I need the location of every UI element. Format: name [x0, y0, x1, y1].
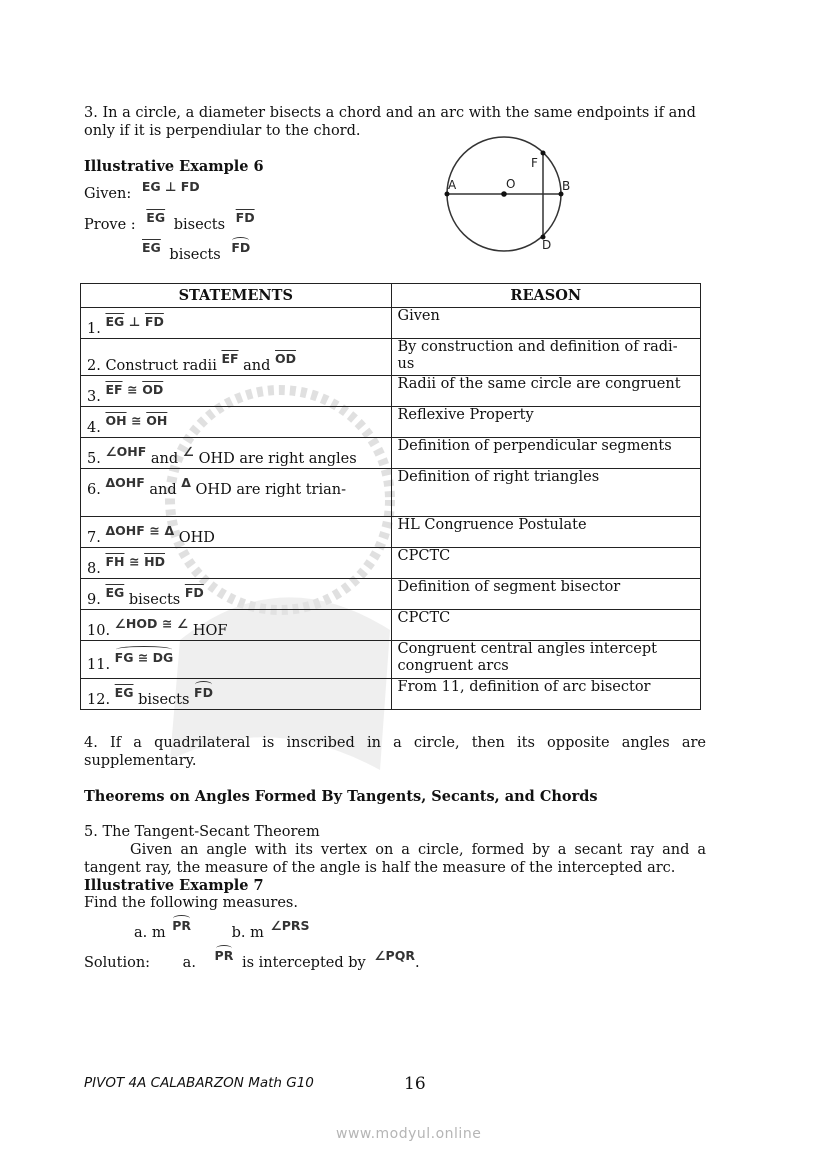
example-7-title: Illustrative Example 7 [84, 877, 264, 894]
stmt-sym: $\overline{OD}$ [142, 382, 164, 397]
stmt-sym: Δ [164, 523, 175, 538]
table-row [81, 308, 701, 339]
example-7-items [134, 918, 310, 941]
prove2-arc: FD [231, 240, 251, 255]
stmt-sym: ≅ [149, 523, 160, 538]
theorem-3-line1: 3. In a circle, a diameter bisects a chord and an arc with the same endpoints if and [84, 105, 696, 121]
prove-label: Prove : [84, 217, 136, 233]
reason-7: HL Congruence Postulate [391, 517, 700, 548]
reason-6: Definition of right triangles [391, 469, 700, 517]
item-a-arc: PR [172, 918, 192, 933]
solution-angle: ∠PQR [374, 948, 415, 963]
reason-5: Definition of perpendicular segments [391, 438, 700, 469]
stmt-sym: $\overline{EF}$ [105, 382, 123, 397]
stmt-sym: $\overline{OD}$ [275, 351, 297, 366]
stmt-sym: $\overline{EG}$ [114, 685, 134, 700]
reason-10: CPCTC [391, 610, 700, 641]
prove1-target: $\overline{FD}$ [235, 210, 255, 225]
stmt-sym: FG ≅ DG [114, 650, 174, 665]
footer-title: PIVOT 4A CALABARZON Math G10 [84, 1075, 314, 1091]
stmt-sym: $\overline{FD}$ [184, 585, 204, 600]
label-o: O [506, 177, 516, 191]
reason-11: Congruent central angles intercept congruent arcs [391, 641, 700, 679]
given-line [84, 179, 200, 202]
stmt-text: and [150, 451, 179, 467]
row-number: 1. [87, 321, 101, 337]
prove2-segment: $\overline{EG}$ [142, 240, 161, 255]
stmt-sym: ∠HOD [114, 616, 158, 631]
statement-11 [81, 641, 392, 679]
item-a-label: a. m [134, 925, 166, 941]
row-number: 10. [87, 623, 111, 639]
statement-2 [81, 339, 392, 376]
stmt-sym: ∠ [177, 616, 189, 631]
section-heading: Theorems on Angles Formed By Tangents, Secants, and Chords [84, 788, 598, 805]
table-row [81, 407, 701, 438]
table-row [81, 438, 701, 469]
stmt-text: HOF [192, 623, 228, 639]
solution-arc: PR [214, 948, 234, 963]
theorem-4-line1: 4. If a quadrilateral is inscribed in a circle, then its opposite angles are [84, 735, 706, 751]
stmt-sym: ΔOHF [105, 475, 145, 490]
stmt-sym: $\overline{EG}$ [105, 585, 125, 600]
statement-1 [81, 308, 392, 339]
point-a [445, 192, 450, 197]
table-row [81, 579, 701, 610]
stmt-sym: $\overline{OH}$ [105, 413, 127, 428]
circle-diagram [440, 130, 580, 260]
solution-period: . [414, 955, 420, 971]
stmt-sym: ∠OHF [105, 444, 147, 459]
table-row [81, 679, 701, 710]
stmt-sym: ≅ [129, 554, 140, 569]
stmt-sym: $\overline{FD}$ [144, 314, 164, 329]
header-reason: REASON [391, 284, 700, 308]
row-number: 8. [87, 561, 101, 577]
solution-text: is intercepted by [241, 955, 366, 971]
stmt-sym: $\overline{OH}$ [146, 413, 168, 428]
stmt-text: bisects [138, 692, 190, 708]
row-number: 4. [87, 420, 101, 436]
site-watermark: www.modyul.online [336, 1126, 482, 1142]
item-b-angle: ∠PRS [270, 918, 310, 933]
example-7-instruction: Find the following measures. [84, 895, 298, 911]
stmt-sym: ≅ [161, 616, 173, 631]
statement-7 [81, 517, 392, 548]
theorem-3 [84, 104, 714, 140]
statement-4 [81, 407, 392, 438]
prove1-verb: bisects [173, 217, 226, 233]
prove2-verb: bisects [169, 247, 221, 263]
stmt-sym: $\overline{EG}$ [105, 314, 125, 329]
solution-a: a. [182, 955, 196, 971]
statement-8 [81, 548, 392, 579]
theorem-5-line2: tangent ray, the measure of the angle is half the measure of the intercepted arc. [84, 860, 676, 876]
stmt-sym: ⊥ [128, 314, 141, 329]
theorem-5-title: 5. The Tangent-Secant Theorem [84, 824, 320, 840]
stmt-sym: $\overline{EF}$ [221, 351, 239, 366]
prove-line-1 [84, 210, 255, 233]
statement-5 [81, 438, 392, 469]
row-number: 11. [87, 657, 111, 673]
label-d: D [542, 238, 552, 252]
reason-3: Radii of the same circle are congruent [391, 376, 700, 407]
statement-12 [81, 679, 392, 710]
statement-10 [81, 610, 392, 641]
stmt-sym: ≅ [131, 413, 142, 428]
theorem-4-line2: supplementary. [84, 753, 197, 769]
theorem-5-line1: Given an angle with its vertex on a circle, formed by a secant ray and a [130, 842, 706, 858]
theorem-3-line2: only if it is perpendiular to the chord. [84, 123, 361, 139]
table-row [81, 517, 701, 548]
stmt-text: OHD are right angles [198, 451, 357, 467]
table-row [81, 339, 701, 376]
table-header-row [81, 284, 701, 308]
statement-9 [81, 579, 392, 610]
solution-line [84, 948, 420, 971]
row-number: 12. [87, 692, 111, 708]
row-number: 6. [87, 482, 101, 498]
label-a: A [448, 178, 457, 192]
stmt-sym: ≅ [127, 382, 138, 397]
solution-label: Solution: [84, 955, 151, 971]
stmt-sym: $\overline{HD}$ [144, 554, 166, 569]
statement-6 [81, 469, 392, 517]
table-row [81, 376, 701, 407]
reason-2: By construction and definition of radi-us [391, 339, 700, 376]
table-row [81, 610, 701, 641]
row-number: 9. [87, 592, 101, 608]
stmt-text: and [243, 358, 271, 374]
point-o [501, 191, 507, 197]
stmt-text: OHD are right trian- [195, 482, 346, 498]
reason-12: From 11, definition of arc bisector [391, 679, 700, 710]
reason-8: CPCTC [391, 548, 700, 579]
row-number: 5. [87, 451, 101, 467]
row-number: 2. Construct radii [87, 358, 217, 374]
example-6-title: Illustrative Example 6 [84, 158, 264, 175]
stmt-text: and [149, 482, 177, 498]
stmt-text: OHD [178, 530, 215, 546]
stmt-sym: ∠ [182, 444, 194, 459]
point-f [541, 151, 546, 156]
stmt-text: bisects [128, 592, 181, 608]
stmt-sym: $\overline{FH}$ [105, 554, 125, 569]
label-b: B [562, 179, 571, 193]
row-number: 3. [87, 389, 101, 405]
proof-table [80, 283, 701, 710]
given-label: Given: [84, 186, 132, 202]
table-row [81, 548, 701, 579]
theorem-4 [84, 734, 706, 770]
reason-1: Given [391, 308, 700, 339]
table-row [81, 641, 701, 679]
statement-3 [81, 376, 392, 407]
header-statements: STATEMENTS [81, 284, 392, 308]
stmt-sym: ΔOHF [105, 523, 145, 538]
item-b-label: b. m [231, 925, 264, 941]
row-number: 7. [87, 530, 101, 546]
stmt-sym: FD [194, 685, 213, 700]
theorem-5 [84, 823, 706, 877]
table-row [81, 469, 701, 517]
page-number: 16 [404, 1074, 426, 1094]
given-expression: EG ⊥ FD [141, 179, 200, 194]
prove1-segment: $\overline{EG}$ [146, 210, 166, 225]
stmt-sym: Δ [181, 475, 191, 490]
label-f: F [531, 156, 538, 170]
reason-4: Reflexive Property [391, 407, 700, 438]
prove-line-2 [142, 240, 251, 263]
reason-9: Definition of segment bisector [391, 579, 700, 610]
